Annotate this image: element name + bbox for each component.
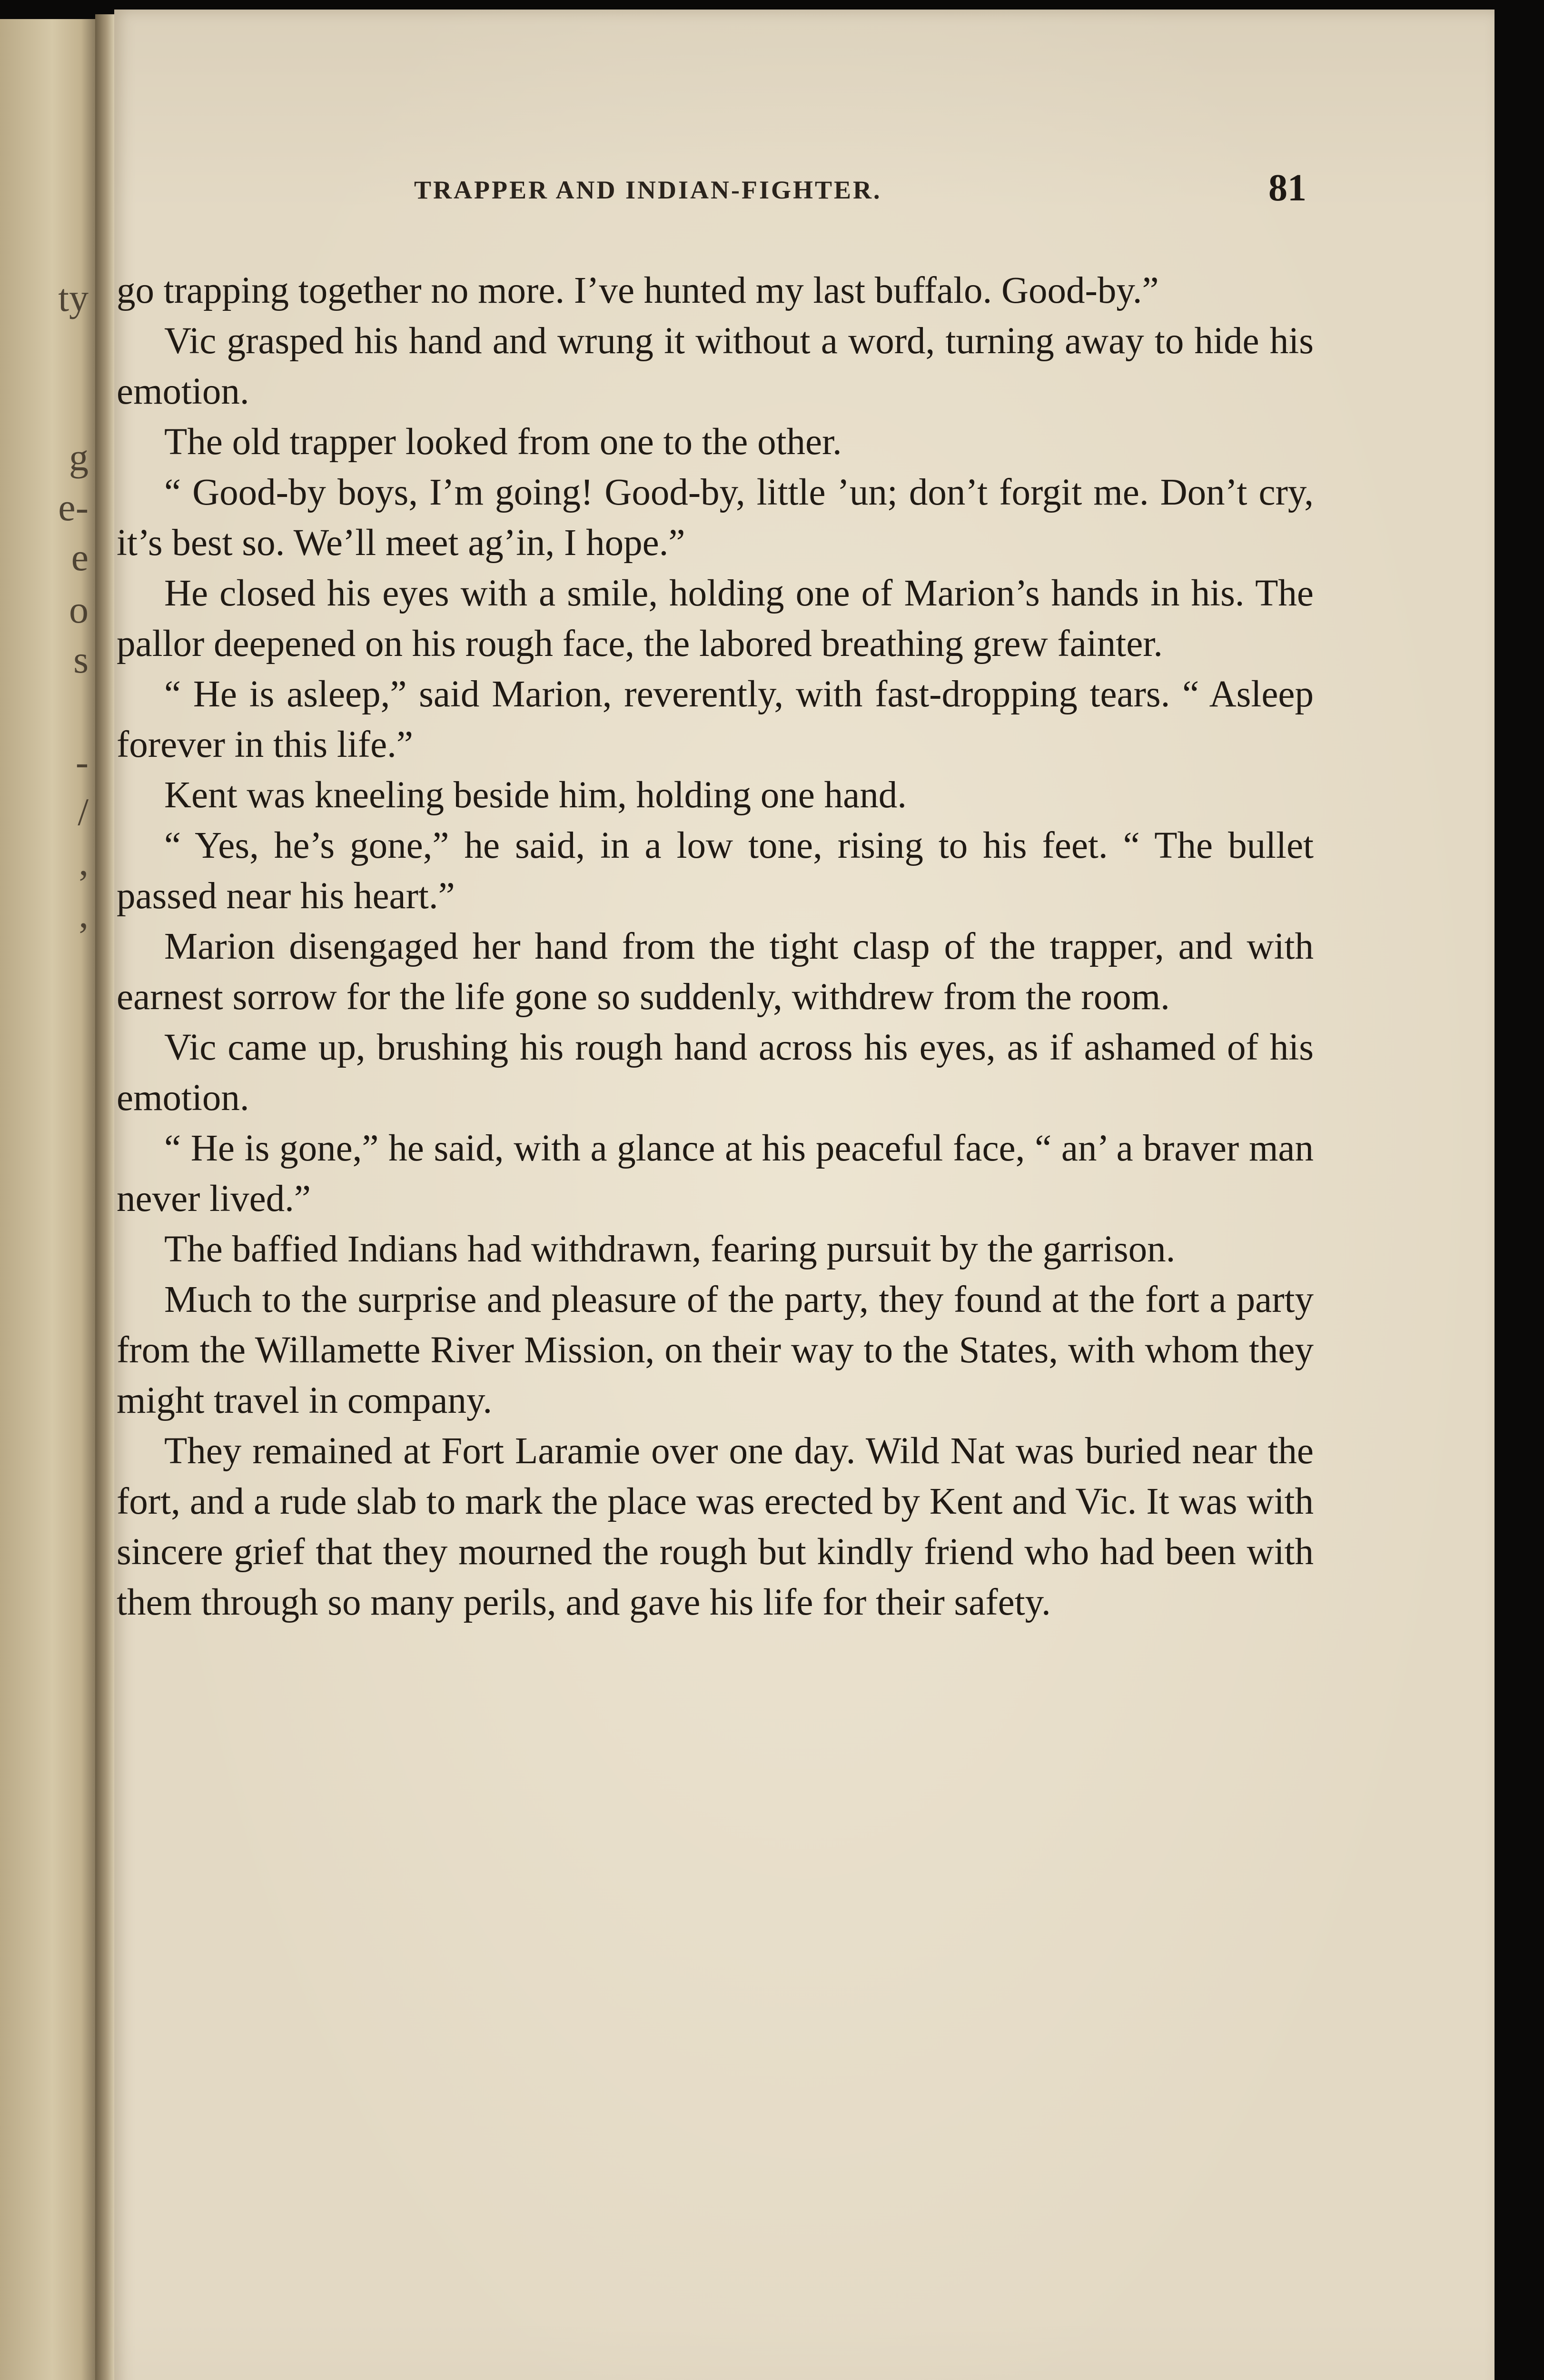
paragraph: They remained at Fort Laramie over one day. Wild Nat was buried near the fort, and a rude slab to mark the place was erected by Kent and Vic. It was with sincere grief that they mourned the rough but kindly friend who had been with them through so many perils, and gave his life for their safety. xyxy=(117,1430,1314,1623)
paragraph: Marion disengaged her hand from the tight clasp of the trapper, and with earnest sorrow for the life gone so suddenly, withdrew from the room. xyxy=(117,926,1314,1018)
paragraph: “ He is gone,” he said, with a glance at his peaceful face, “ an’ a braver man never lived.” xyxy=(117,1128,1314,1220)
previous-page-edge xyxy=(0,19,95,2380)
paragraph: The baffied Indians had withdrawn, fearing pursuit by the garrison. xyxy=(164,1229,1176,1270)
paragraph: The old trapper looked from one to the other. xyxy=(164,421,842,463)
paragraph: Kent was kneeling beside him, holding one hand. xyxy=(164,774,907,816)
running-title: TRAPPER AND INDIAN-FIGHTER. xyxy=(414,176,882,204)
paragraph: He closed his eyes with a smile, holding one of Marion’s hands in his. The pallor deepened on his rough face, the labored breathing grew fainter. xyxy=(117,573,1314,664)
prev-page-fragment: , xyxy=(79,840,89,883)
paragraph: “ He is asleep,” said Marion, reverently, with fast-dropping tears. “ Asleep forever in this life.” xyxy=(117,674,1314,765)
prev-page-fragment: ty xyxy=(58,276,89,319)
paragraph: Vic came up, brushing his rough hand across his eyes, as if ashamed of his emotion. xyxy=(117,1027,1314,1119)
paragraph: Vic grasped his hand and wrung it without a word, turning away to hide his emotion. xyxy=(117,320,1314,412)
book-page xyxy=(114,10,1495,2380)
prev-page-fragment: o xyxy=(69,588,89,631)
paragraph: Much to the surprise and pleasure of the party, they found at the fort a party from the Willamette River Mission, on their way to the States, with whom they might travel in company. xyxy=(117,1279,1314,1421)
book-gutter xyxy=(95,14,114,2380)
prev-page-fragment: - xyxy=(75,740,89,783)
body-text xyxy=(117,266,1314,1628)
page-number: 81 xyxy=(1268,167,1306,209)
prev-page-fragment: / xyxy=(78,790,89,833)
prev-page-fragment: , xyxy=(79,892,89,936)
prev-page-fragment: e- xyxy=(58,486,89,529)
paragraph: “ Yes, he’s gone,” he said, in a low tone, rising to his feet. “ The bullet passed near his heart.” xyxy=(117,825,1314,917)
paragraph: go trapping together no more. I’ve hunted my last buffalo. Good-by.” xyxy=(117,270,1159,311)
paragraph: “ Good-by boys, I’m going! Good-by, little ’un; don’t forgit me. Don’t cry, it’s best so. We’ll meet ag’in, I hope.” xyxy=(117,472,1314,564)
prev-page-fragment: g xyxy=(69,436,89,479)
running-head xyxy=(114,167,1495,214)
prev-page-fragment: e xyxy=(71,536,89,579)
prev-page-fragment: s xyxy=(73,638,89,681)
